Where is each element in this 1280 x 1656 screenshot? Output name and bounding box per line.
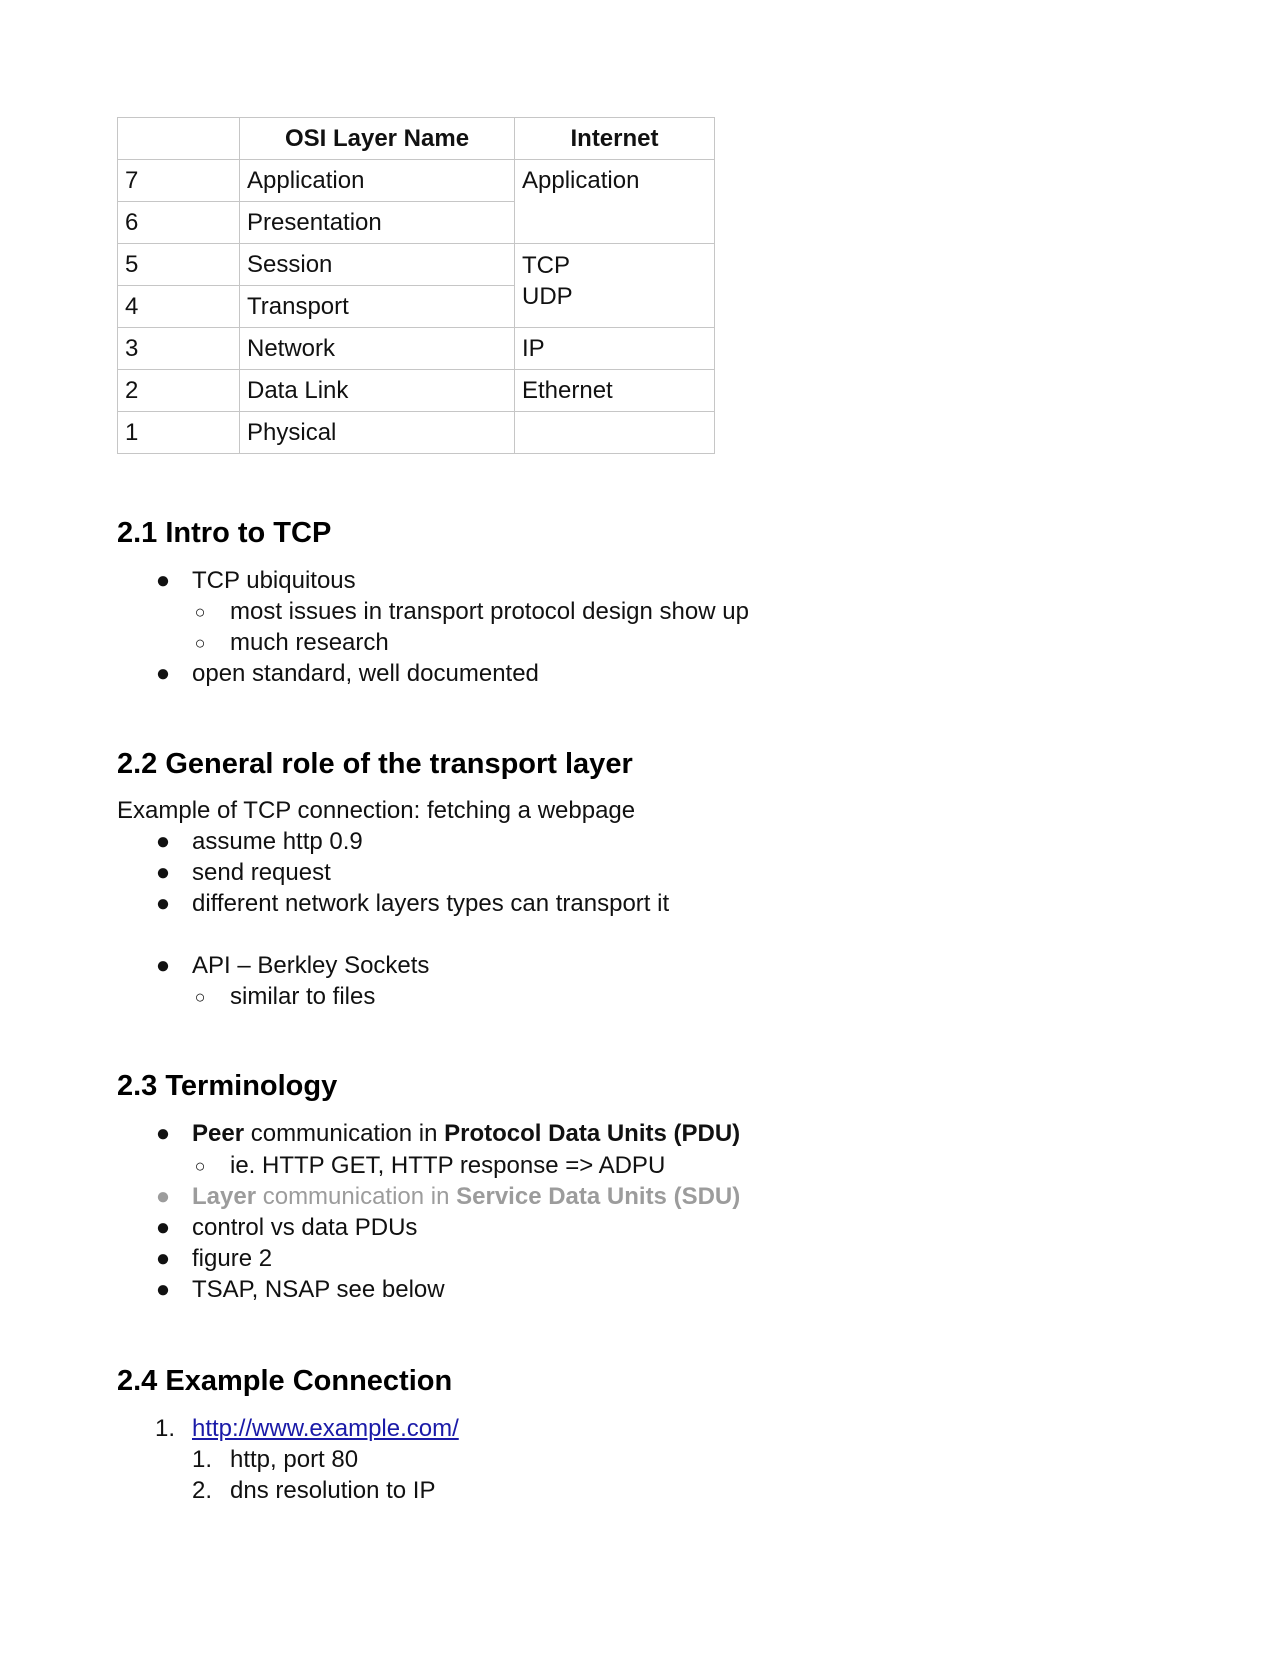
internet-cell: Ethernet — [515, 370, 715, 412]
list-item: much research — [230, 629, 389, 656]
bullet-icon: ● — [155, 859, 171, 886]
list-item: most issues in transport protocol design show up — [230, 598, 749, 625]
layer-name: Transport — [240, 286, 515, 328]
list-item: ie. HTTP GET, HTTP response => ADPU — [230, 1152, 666, 1179]
list-item: open standard, well documented — [192, 660, 539, 687]
paragraph: Example of TCP connection: fetching a webpage — [117, 797, 636, 824]
list-item: dns resolution to IP — [230, 1477, 436, 1504]
list-item: assume http 0.9 — [192, 828, 363, 855]
list-item — [192, 1182, 740, 1212]
list-number: 2. — [192, 1477, 213, 1504]
table-row — [118, 244, 715, 286]
term-peer: Peer — [192, 1120, 245, 1147]
list-item: TSAP, NSAP see below — [192, 1276, 445, 1303]
layer-name: Application — [240, 160, 515, 202]
list-item: control vs data PDUs — [192, 1214, 418, 1241]
list-item: different network layers types can transport it — [192, 890, 670, 917]
sub-bullet-icon: ○ — [194, 633, 206, 653]
bullet-icon: ● — [155, 952, 171, 979]
example-link[interactable]: http://www.example.com/ — [192, 1415, 459, 1442]
list-text: communication in — [244, 1120, 445, 1147]
layer-name: Physical — [240, 412, 515, 454]
bullet-icon: ● — [155, 660, 171, 687]
list-item: API – Berkley Sockets — [192, 952, 430, 979]
internet-cell — [515, 412, 715, 454]
list-item — [192, 1414, 459, 1444]
list-item: send request — [192, 859, 331, 886]
layer-number: 7 — [118, 160, 240, 202]
layer-number: 4 — [118, 286, 240, 328]
term-sdu: Service Data Units (SDU) — [456, 1183, 741, 1210]
sub-bullet-icon: ○ — [194, 987, 206, 1007]
bullet-icon: ● — [155, 890, 171, 917]
bullet-icon: ● — [155, 567, 171, 594]
list-number: 1. — [155, 1415, 176, 1442]
layer-number: 1 — [118, 412, 240, 454]
section-heading: 2.1 Intro to TCP — [117, 517, 332, 549]
internet-protocol: UDP — [522, 283, 573, 310]
bullet-icon: ● — [155, 828, 171, 855]
bullet-icon: ● — [155, 1276, 171, 1303]
layer-name: Presentation — [240, 202, 515, 244]
table-header-cell: OSI Layer Name — [240, 118, 515, 160]
table-row — [118, 160, 715, 202]
section-heading: 2.3 Terminology — [117, 1070, 338, 1102]
list-text: communication in — [256, 1183, 457, 1210]
internet-cell: IP — [515, 328, 715, 370]
layer-name: Session — [240, 244, 515, 286]
term-layer: Layer — [192, 1183, 257, 1210]
layer-name: Data Link — [240, 370, 515, 412]
list-item: TCP ubiquitous — [192, 567, 356, 594]
layer-number: 3 — [118, 328, 240, 370]
sub-bullet-icon: ○ — [194, 1156, 206, 1176]
layer-number: 2 — [118, 370, 240, 412]
bullet-icon: ● — [155, 1214, 171, 1241]
list-item: http, port 80 — [230, 1446, 359, 1473]
table-row — [118, 328, 715, 370]
internet-cell: Application — [515, 160, 715, 244]
table-header-cell: Internet — [515, 118, 715, 160]
list-item: figure 2 — [192, 1245, 273, 1272]
layer-number: 5 — [118, 244, 240, 286]
table-row — [118, 412, 715, 454]
term-pdu: Protocol Data Units (PDU) — [444, 1120, 741, 1147]
bullet-icon: ● — [155, 1120, 171, 1147]
osi-layer-table — [117, 117, 715, 454]
table-header-cell — [118, 118, 240, 160]
list-number: 1. — [192, 1446, 213, 1473]
layer-name: Network — [240, 328, 515, 370]
bullet-icon: ● — [155, 1183, 171, 1210]
internet-protocol: TCP — [522, 252, 570, 279]
section-heading: 2.2 General role of the transport layer — [117, 748, 633, 780]
layer-number: 6 — [118, 202, 240, 244]
table-row — [118, 370, 715, 412]
table-header-row — [118, 118, 715, 160]
sub-bullet-icon: ○ — [194, 602, 206, 622]
section-heading: 2.4 Example Connection — [117, 1365, 453, 1397]
list-item: similar to files — [230, 983, 376, 1010]
bullet-icon: ● — [155, 1245, 171, 1272]
list-item — [192, 1119, 740, 1149]
internet-cell — [515, 244, 715, 328]
